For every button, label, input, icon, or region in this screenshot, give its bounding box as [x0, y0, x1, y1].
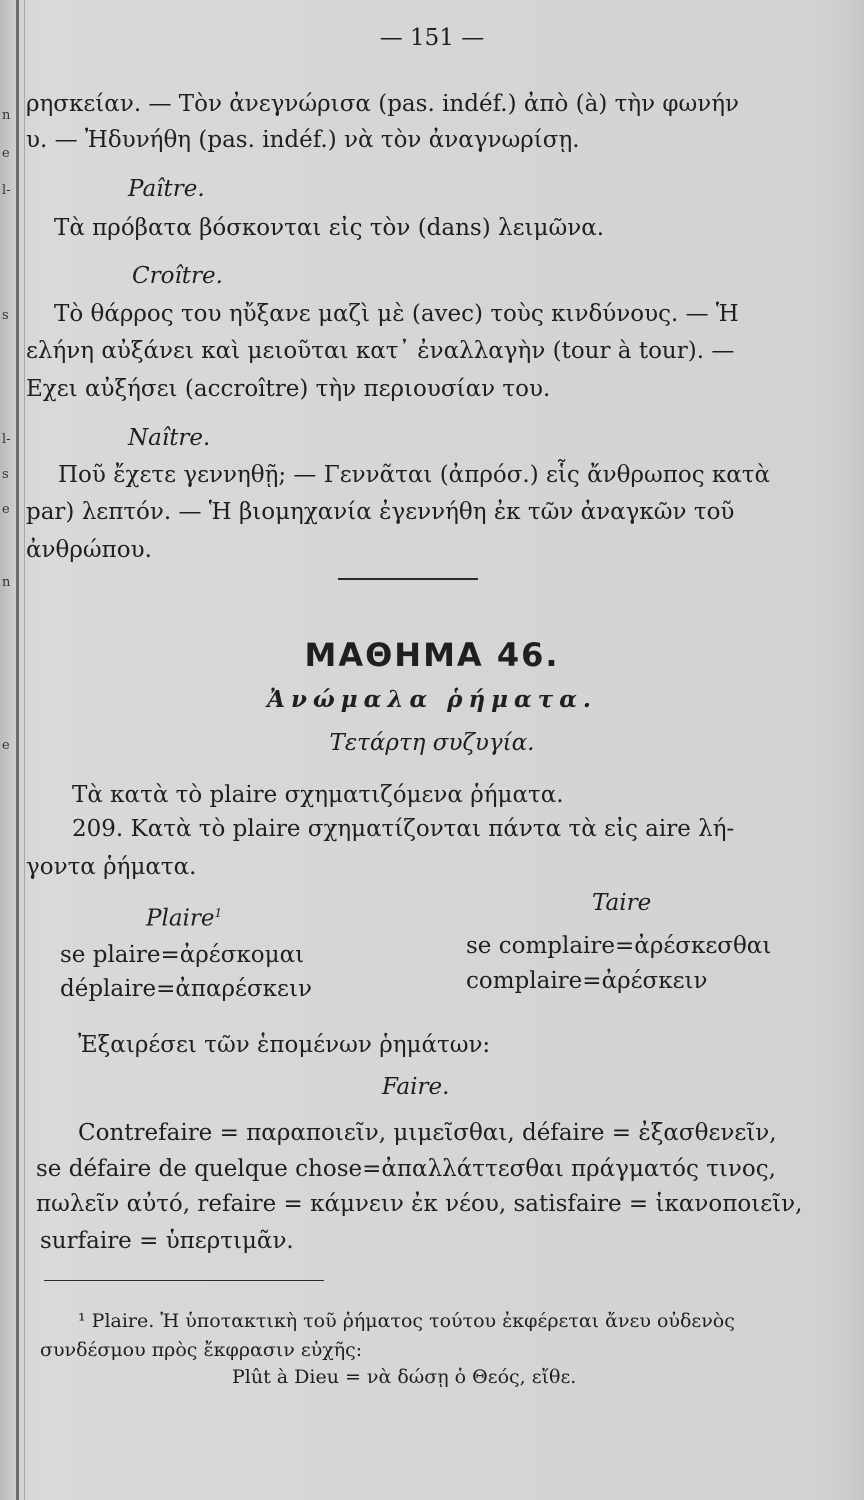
section-title-croitre: Croître. — [132, 263, 223, 289]
text-line: υ. — Ἠδυνήθη (pas. indéf.) νὰ τὸν ἀναγνωρίσῃ. — [26, 127, 580, 153]
margin-letter: e — [2, 738, 10, 753]
text-line: 209. Κατὰ τὸ plaire σχηματίζονται πάντα τὰ εἰς aire λή- — [72, 816, 735, 842]
section-title-faire: Faire. — [382, 1074, 450, 1100]
text-line: ελήνη αὐξάνει καὶ μειοῦται κατ᾽ ἐναλλαγὴν (tour à tour). — — [26, 338, 735, 364]
margin-letter: n — [2, 108, 11, 123]
footnote-line: συνδέσμου πρὸς ἔκφρασιν εὐχῆς: — [40, 1339, 363, 1361]
text-line: ρησκείαν. — Τὸν ἀνεγνώρισα (pas. indéf.) ἀπὸ (à) τὴν φωνήν — [26, 91, 740, 117]
text-line: Εχει αὐξήσει (accroître) τὴν περιουσίαν του. — [26, 376, 551, 402]
column-title-plaire: Plaire$^1$ — [146, 905, 223, 932]
lesson-title: ΜΑΘΗΜΑ 46. — [304, 636, 560, 674]
text-line: πωλεῖν αὐτό, refaire = κάμνειν ἐκ νέου, satisfaire = ἱκανοποιεῖν, — [36, 1191, 803, 1217]
column-item: complaire=ἀρέσκειν — [466, 968, 708, 994]
text-line: γοντα ῥήματα. — [26, 854, 197, 880]
text-line: ἀνθρώπου. — [26, 537, 152, 563]
column-item: se complaire=ἀρέσκεσθαι — [466, 933, 772, 959]
margin-letter: l- — [2, 183, 11, 198]
text-line: Τὰ κατὰ τὸ plaire σχηματιζόμενα ῥήματα. — [72, 782, 564, 808]
section-title-naitre: Naître. — [128, 425, 211, 451]
section-title-paitre: Paître. — [128, 176, 205, 202]
margin-letter: s — [2, 308, 9, 323]
column-title-taire: Taire — [592, 890, 652, 916]
page-number: — 151 — — [379, 25, 485, 51]
text-line: se défaire de quelque chose=ἀπαλλάττεσθαι πράγματός τινος, — [36, 1156, 776, 1182]
text-line: Τὰ πρόβατα βόσκονται εἰς τὸν (dans) λειμῶνα. — [54, 215, 605, 241]
footnote-line: ¹ Plaire. Ἡ ὑποτακτικὴ τοῦ ῥήματος τούτου ἐκφέρεται ἄνευ οὐδενὸς — [78, 1310, 735, 1332]
text-line: Contrefaire = παραποιεῖν, μιμεῖσθαι, défaire = ἐξασθενεῖν, — [78, 1120, 777, 1146]
text-line: Τὸ θάρρος του ηὔξανε μαζὶ μὲ (avec) τοὺς κινδύνους. — Ἡ — [54, 301, 739, 327]
text-line: par) λεπτόν. — Ἡ βιομηχανία ἐγεννήθη ἐκ τῶν ἀναγκῶν τοῦ — [26, 499, 735, 525]
margin-letter: e — [2, 146, 10, 161]
margin-letter: n — [2, 575, 11, 590]
footnote-line: Plût à Dieu = νὰ δώσῃ ὁ Θεός, εἴθε. — [232, 1366, 577, 1388]
section-divider — [338, 578, 478, 580]
text-line: Ποῦ ἔχετε γεννηθῇ; — Γεννᾶται (ἀπρόσ.) εἷς ἄνθρωπος κατὰ — [58, 462, 771, 488]
footnote-marker: 1 — [214, 906, 223, 920]
text-line: surfaire = ὑπερτιμᾶν. — [40, 1228, 294, 1254]
margin-letter: l- — [2, 432, 11, 447]
conjugation-title: Τετάρτη συζυγία. — [329, 730, 535, 756]
margin-letter: e — [2, 502, 10, 517]
column-item: déplaire=ἀπαρέσκειν — [60, 976, 312, 1002]
margin-letter: s — [2, 467, 9, 482]
lesson-subtitle: Ἀνώμαλα ῥήματα. — [267, 686, 597, 713]
column-item: se plaire=ἀρέσκομαι — [60, 942, 305, 968]
footnote-rule — [44, 1280, 324, 1281]
text-line: Ἐξαιρέσει τῶν ἑπομένων ῥημάτων: — [78, 1032, 491, 1058]
